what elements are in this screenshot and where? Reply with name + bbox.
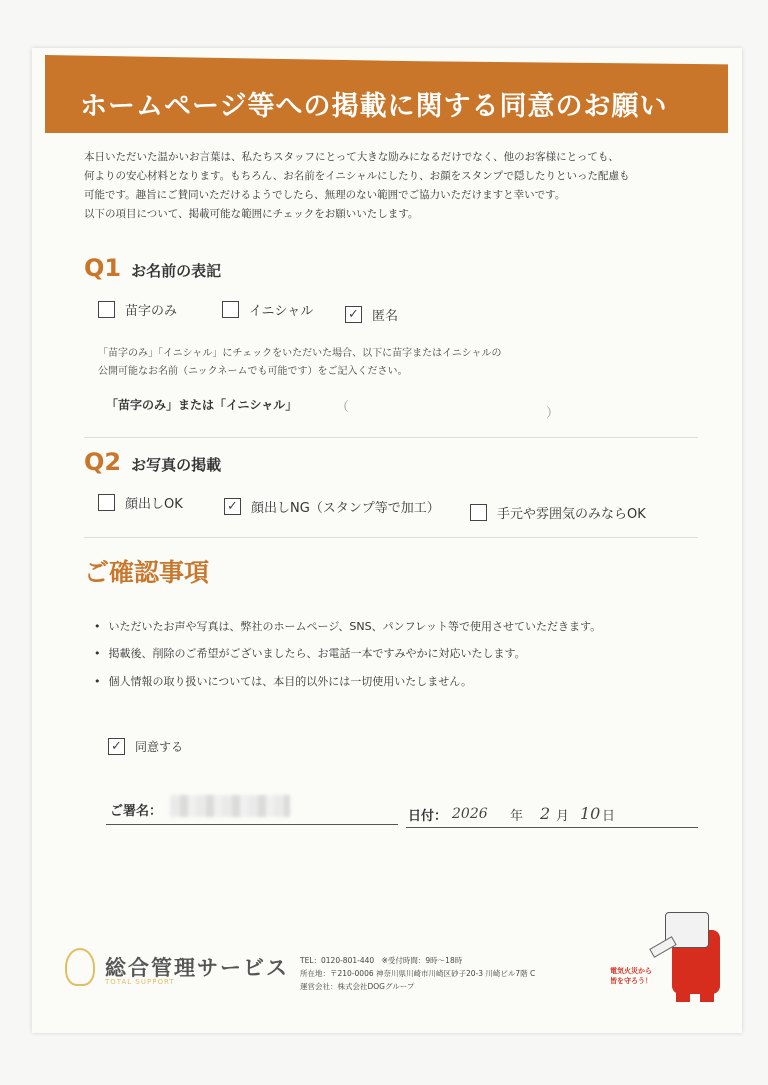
option-label: 顔出しNG（スタンプ等で加工） xyxy=(251,501,440,516)
agree-label: 同意する xyxy=(135,740,184,754)
q1-option-surname-only[interactable] xyxy=(98,300,177,319)
intro-line: 本日いただいた温かいお言葉は、私たちスタッフにとって大きな励みになるだけでなく、他のお客様にとっても、 xyxy=(84,151,619,163)
checkbox-checked[interactable]: ✓ xyxy=(345,306,362,323)
intro-line: 以下の項目について、掲載可能な範囲にチェックをお願いいたします。 xyxy=(84,208,419,220)
option-label: 苗字のみ xyxy=(125,304,178,319)
checkbox[interactable] xyxy=(222,301,239,318)
q1-option-anonymous[interactable] xyxy=(345,305,398,324)
intro-line: 可能です。趣旨にご賛同いただけるようでしたら、無理のない範囲でご協力いただけますと幸いです。 xyxy=(84,189,566,201)
date-month-unit: 月 xyxy=(556,809,570,824)
q1-option-initials[interactable] xyxy=(222,300,313,319)
q1-title: お名前の表記 xyxy=(131,262,222,280)
checkbox[interactable] xyxy=(98,301,115,318)
date-day-handwritten: 10 xyxy=(580,804,601,823)
agree-checkbox[interactable]: ✓ xyxy=(108,738,125,755)
signature-label: ご署名： xyxy=(110,804,163,819)
divider xyxy=(84,537,698,538)
date-year-unit: 年 xyxy=(510,809,524,824)
checkbox-checked[interactable]: ✓ xyxy=(224,498,241,515)
mascot-leg-icon xyxy=(676,990,690,1002)
confirm-title: ご確認事項 xyxy=(84,558,210,587)
footer-tel: TEL：0120-801-440 ※受付時間：9時〜18時 xyxy=(300,956,463,965)
date-year-handwritten: 2026 xyxy=(452,806,488,822)
company-logo-subtext: TOTAL SUPPORT xyxy=(105,978,175,986)
confirm-item: • いただいたお声や写真は、弊社のホームページ、SNS、パンフレット等で使用させていただきます。 xyxy=(94,618,601,634)
checkbox[interactable] xyxy=(470,504,487,521)
option-label: 顔出しOK xyxy=(125,497,183,512)
q2-heading xyxy=(84,448,221,476)
footer-contact-info xyxy=(300,954,535,993)
intro-text xyxy=(84,148,694,224)
note-line: 公開可能なお名前（ニックネームでも可能です）をご記入ください。 xyxy=(98,366,408,377)
date-month-handwritten: 2 xyxy=(540,804,551,823)
q1-name-fill-label: 「苗字のみ」または「イニシャル」 xyxy=(106,398,298,412)
q2-number: Q2 xyxy=(84,448,122,476)
date-label: 日付： xyxy=(408,809,448,824)
footer-operator: 運営会社：株式会社DOGグループ xyxy=(300,982,415,991)
confirm-item: • 個人情報の取り扱いについては、本目的以外には一切使用いたしません。 xyxy=(94,673,472,689)
slogan-line: 電気火災から xyxy=(610,967,652,975)
mascot-leg-icon xyxy=(700,990,714,1002)
q1-number: Q1 xyxy=(84,254,122,282)
q2-option-hands-only[interactable] xyxy=(470,503,646,522)
name-fill-close-paren: ） xyxy=(546,406,560,421)
form-title: ホームページ等への掲載に関する同意のお願い xyxy=(80,91,668,122)
option-label: イニシャル xyxy=(249,304,314,319)
option-label: 匿名 xyxy=(372,309,399,324)
company-logo-text: 総合管理サービス xyxy=(105,956,289,980)
checkbox[interactable] xyxy=(98,494,115,511)
q2-option-face-ng[interactable] xyxy=(224,497,440,516)
signature-blurred xyxy=(170,795,290,817)
mascot-slogan xyxy=(610,966,652,986)
q1-note xyxy=(98,345,502,381)
intro-line: 何よりの安心材料となります。もちろん、お名前をイニシャルにしたり、お顔をスタンプで隠したりといった配慮も xyxy=(84,170,630,182)
divider xyxy=(84,437,698,438)
confirm-item: • 掲載後、削除のご希望がございましたら、お電話一本ですみやかに対応いたします。 xyxy=(94,645,526,661)
agree-option[interactable] xyxy=(108,738,183,755)
footer-address: 所在地：〒210-0006 神奈川県川崎市川崎区砂子20-3 川崎ビル7階 C xyxy=(300,969,536,978)
date-day-unit: 日 xyxy=(602,809,616,824)
option-label: 手元や雰囲気のみならOK xyxy=(497,507,646,522)
slogan-line: 皆を守ろう！ xyxy=(610,977,652,985)
q2-option-face-ok[interactable] xyxy=(98,493,183,512)
q1-heading xyxy=(84,254,221,282)
q2-title: お写真の掲載 xyxy=(131,456,222,474)
lightbulb-icon xyxy=(65,948,95,986)
note-line: 「苗字のみ」「イニシャル」にチェックをいただいた場合、以下に苗字またはイニシャルの xyxy=(98,348,502,359)
name-fill-open-paren: （ xyxy=(336,400,350,415)
signature-underline xyxy=(106,824,398,825)
date-underline xyxy=(406,827,698,828)
